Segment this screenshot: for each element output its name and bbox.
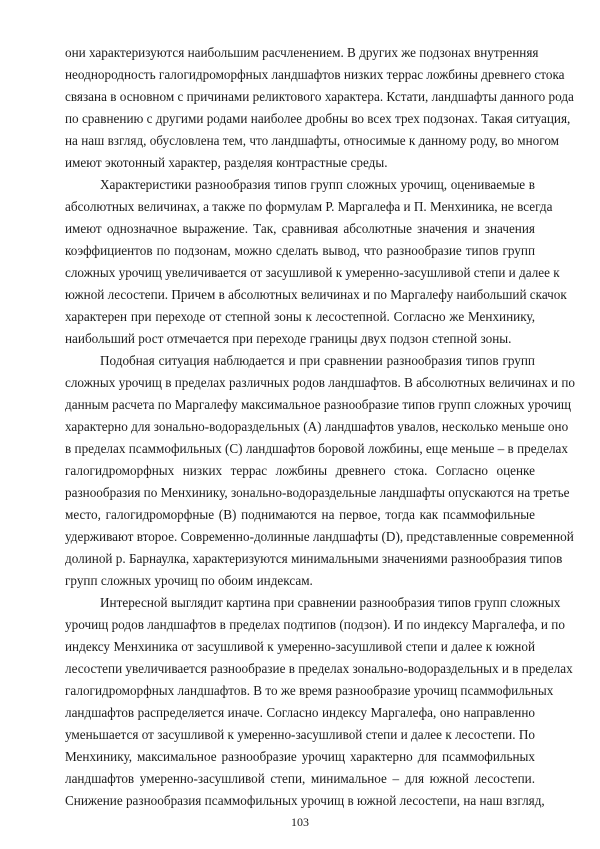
text-line: Менхинику, максимальное разнообразие урочищ характерно для псаммофильных bbox=[65, 749, 535, 764]
text-line: сложных урочищ в пределах различных родов ландшафтов. В абсолютных величинах и по bbox=[65, 375, 575, 390]
text-line: по сравнению с другими родами наиболее дробны во всех трех подзонах. Такая ситуация, bbox=[65, 111, 571, 126]
text-line: южной лесостепи. Причем в абсолютных величинах и по Маргалефу наибольший скачок bbox=[65, 287, 567, 302]
text-line: долиной р. Барнаулка, характеризуются минимальными значениями разнообразия типов bbox=[65, 551, 563, 566]
text-line: они характеризуются наибольшим расчленением. В других же подзонах внутренняя bbox=[65, 45, 539, 60]
text-line: абсолютных величинах, а также по формулам Р. Маргалефа и П. Менхиника, не всегда bbox=[65, 199, 553, 214]
text-line: галогидроморфных ландшафтов. В то же время разнообразие урочищ псаммофильных bbox=[65, 683, 554, 698]
text-line: наибольший рост отмечается при переходе границы двух подзон степной зоны. bbox=[65, 331, 512, 346]
text-line: неоднородность галогидроморфных ландшафтов низких террас ложбины древнего стока bbox=[65, 67, 565, 82]
text-line: имеют экотонный характер, разделяя контрастные среды. bbox=[65, 155, 388, 170]
text-line: место, галогидроморфные (В) поднимаются на первое, тогда как псаммофильные bbox=[65, 507, 535, 522]
text-line: характерно для зонально-водораздельных (А) ландшафтов увалов, несколько меньше оно bbox=[65, 419, 569, 434]
text-line: уменьшается от засушливой к умеренно-засушливой степи и далее к лесостепи. По bbox=[65, 727, 535, 742]
text-line: Снижение разнообразия псаммофильных урочищ в южной лесостепи, на наш взгляд, bbox=[65, 793, 545, 808]
text-line: разнообразия по Менхинику, зонально-водораздельные ландшафты опускаются на третье bbox=[65, 485, 570, 500]
text-line: коэффициентов по подзонам, можно сделать вывод, что разнообразие типов групп bbox=[65, 243, 535, 258]
text-line: сложных урочищ увеличивается от засушливой к умеренно-засушливой степи и далее к bbox=[65, 265, 560, 280]
paragraph bbox=[65, 42, 574, 174]
text-line: групп сложных урочищ по обоим индексам. bbox=[65, 573, 313, 588]
text-line: удерживают второе. Современно-долинные ландшафты (D), представленные современной bbox=[65, 529, 574, 544]
text-line: Характеристики разнообразия типов групп сложных урочищ, оцениваемые в bbox=[100, 177, 535, 192]
text-line: данным расчета по Маргалефу максимальное разнообразие типов групп сложных урочищ bbox=[65, 397, 572, 412]
text-line: характерен при переходе от степной зоны к лесостепной. Согласно же Менхинику, bbox=[65, 309, 535, 324]
text-line: урочищ родов ландшафтов в пределах подтипов (подзон). И по индексу Маргалефа, и по bbox=[65, 617, 565, 632]
text-line: Подобная ситуация наблюдается и при сравнении разнообразия типов групп bbox=[100, 353, 535, 368]
page-number: 103 bbox=[291, 815, 309, 829]
text-line: Интересной выглядит картина при сравнении разнообразия типов групп сложных bbox=[100, 595, 561, 610]
text-line: на наш взгляд, обусловлена тем, что ландшафты, относимые к данному роду, во многом bbox=[65, 133, 560, 148]
text-line: ландшафтов умеренно-засушливой степи, минимальное – для южной лесостепи. bbox=[65, 771, 535, 786]
text-line: лесостепи увеличивается разнообразие в пределах зонально-водораздельных и в пределах bbox=[65, 661, 573, 676]
paragraph bbox=[65, 174, 567, 350]
paragraph bbox=[65, 350, 575, 592]
text-line: имеют однозначное выражение. Так, сравнивая абсолютные значения и значения bbox=[65, 221, 535, 236]
text-line: в пределах псаммофильных (С) ландшафтов боровой ложбины, еще меньше – в пределах bbox=[65, 441, 568, 456]
text-line: галогидроморфных низких террас ложбины древнего стока. Согласно оценке bbox=[65, 463, 535, 478]
text-line: связана в основном с причинами реликтового характера. Кстати, ландшафты данного рода bbox=[65, 89, 574, 104]
text-line: индексу Менхиника от засушливой к умеренно-засушливой степи и далее к южной bbox=[65, 639, 535, 654]
body-text bbox=[65, 42, 575, 812]
paragraph bbox=[65, 592, 573, 812]
text-line: ландшафтов распределяется иначе. Согласно индексу Маргалефа, оно направленно bbox=[65, 705, 535, 720]
